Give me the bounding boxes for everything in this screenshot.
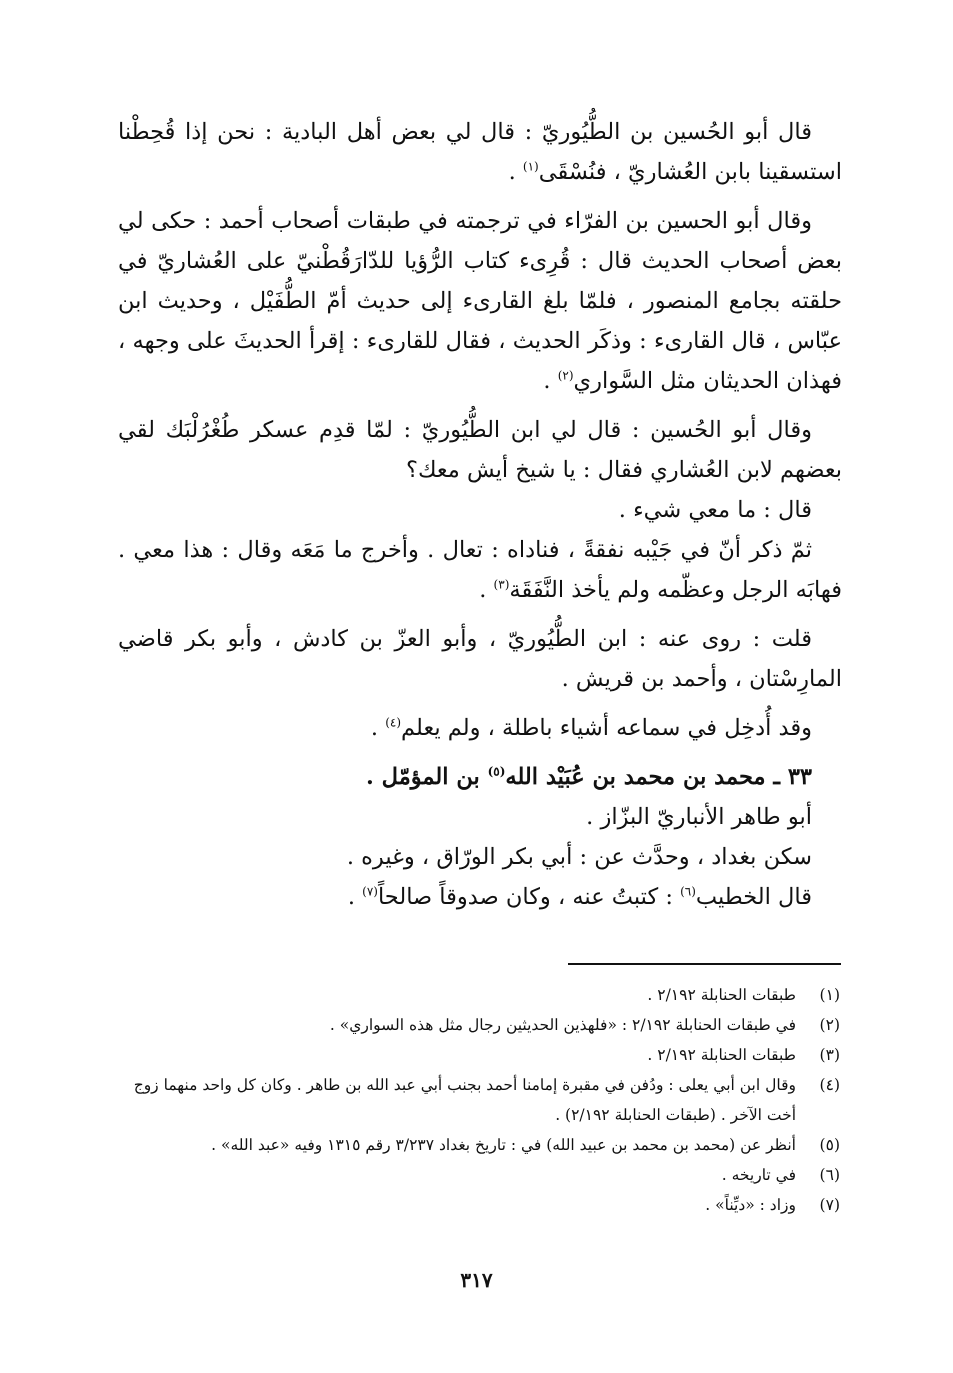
footnote-ref[interactable]: (٦) — [680, 884, 696, 899]
footnote-text: طبقات الحنابلة ٢/١٩٢ . — [647, 1046, 796, 1064]
footnote-number: (٥) — [819, 1136, 840, 1154]
footnotes-section — [118, 980, 840, 1220]
footnote-ref[interactable]: (٤) — [385, 715, 402, 730]
paragraph-ibn-al-farra: وقال أبو الحسين بن الفرّاء في ترجمته في طبقات أصحاب أحمد : حكى لي بعض أصحاب الحديث قال : قُرِىء كتاب الرُّؤيا للدّارَقُطْنيّ على العُشاريّ في حلقته بجامع المنصور ، فلمّا بلغ القارىء إلى حديث أمّ الطُّفَيْل ، وحديث ابن عبّاس ، قال القارىء : وذكَر الحديث ، فقال للقارىء : إقرأ الحديثَ على وجهه ، فهذان الحديثان مثل السَّواري$^{(٢)}$ . — [118, 208, 842, 394]
entry-khatib-quote: قال الخطيب$^{(٦)}$ : كتبتُ عنه ، وكان صدوقاً صالحاً$^{(٧)}$ . — [347, 884, 812, 910]
footnote-text: وزاد : «ديِّناً» . — [705, 1196, 796, 1214]
paragraph-nafaqa: ثمّ ذكر أنّ في جَيْبه نفقةً ، فناداه : تعال . وأخرج ما مَعَه وقال : هذا معي . فهابَه الرجل وعظّمه ولم يأخذ النَّفَقَة$^{(٣)}$ . — [118, 537, 842, 603]
footnote-text: طبقات الحنابلة ٢/١٩٢ . — [647, 986, 796, 1004]
entry-residence: سكن بغداد ، وحدَّث عن : أبي بكر الورّاق ، وغيره . — [346, 844, 812, 870]
entry-title: ٣٣ ـ محمد بن محمد بن عُبَيْد الله$^{(٥)}$ بن المؤمّل . — [366, 764, 812, 790]
page-number: ٣١٧ — [460, 1268, 493, 1292]
footnote-item — [118, 980, 840, 1010]
footnote-ref[interactable]: (٢) — [557, 368, 574, 383]
footnote-text: أنظر عن (محمد بن محمد بن عبيد الله) في : تاريخ بغداد ٣/٢٣٧ رقم ١٣١٥ وفيه «عبد الله» . — [211, 1136, 796, 1154]
footnote-divider — [568, 963, 841, 965]
main-text — [118, 112, 842, 917]
paragraph-rawa-anhu: قلت : روى عنه : ابن الطُّيُوريّ ، وأبو العزّ بن كادش ، وأبو بكر قاضي المارِسْتان ، وأحمد بن قريش . — [118, 626, 842, 692]
footnote-ref[interactable]: (١) — [522, 159, 539, 174]
footnote-ref[interactable]: (٥) — [487, 764, 506, 779]
paragraph-ma-maai: قال : ما معي شيء . — [618, 497, 812, 523]
footnote-number: (١) — [819, 986, 840, 1004]
footnote-text: وقال ابن أبي يعلى : ودُفن في مقبرة إمامنا أحمد بجنب أبي عبد الله بن طاهر . وكان كل واحد منهما زوج أخت الآخر . (طبقات الحنابلة ٢/١٩٢) . — [133, 1076, 796, 1124]
footnote-text: في طبقات الحنابلة ٢/١٩٢ : «فلهذين الحديثين رجال مثل هذه السواري» . — [329, 1016, 796, 1034]
paragraph-tuyuri-quote: قال أبو الحُسين بن الطُّيُوريّ : قال لي بعض أهل البادية : نحن إذا قُحِطْنا استسقينا بابن العُشاريّ ، فنُسْقَى$^{(١)}$ . — [118, 119, 842, 185]
footnote-number: (٤) — [819, 1076, 840, 1094]
footnote-number: (٣) — [819, 1046, 840, 1064]
paragraph-tughrulbak: وقال أبو الحُسين : قال لي ابن الطُّيُوريّ : لمّا قدِم عسكر طُغْرُلْبَك لقي بعضهم لابن العُشاري فقال : يا شيخ أيش معك؟ — [118, 417, 842, 483]
footnote-item — [118, 1160, 840, 1190]
footnote-item — [118, 1010, 840, 1040]
entry-kunya: أبو طاهر الأنباريّ البزّاز . — [586, 804, 812, 830]
footnote-ref[interactable]: (٧) — [362, 884, 378, 899]
footnote-item — [118, 1130, 840, 1160]
footnote-number: (٢) — [819, 1016, 840, 1034]
footnote-item — [118, 1190, 840, 1220]
footnote-item — [118, 1040, 840, 1070]
paragraph-udkhila: وقد أُدخِل في سماعه أشياء باطلة ، ولم يعلم$^{(٤)}$ . — [370, 715, 812, 741]
footnote-ref[interactable]: (٣) — [493, 577, 510, 592]
footnote-number: (٧) — [819, 1196, 840, 1214]
footnote-text: في تاريخه . — [721, 1166, 796, 1184]
footnote-number: (٦) — [819, 1166, 840, 1184]
footnote-item — [118, 1070, 840, 1130]
